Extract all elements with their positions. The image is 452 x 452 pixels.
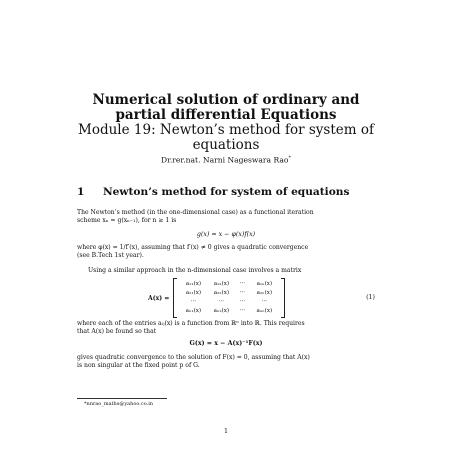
matrix-cell: a₁₁(x) — [185, 281, 202, 287]
paragraph-1-line-1: The Newton’s method (in the one-dimensional case) as a functional iteration — [77, 209, 314, 216]
paragraph-5-line-2: is non singular at the fixed point p of G. — [77, 362, 200, 370]
paper-title-line-2: partial differential Equations — [115, 107, 337, 123]
equation-g: g(x) = x − φ(x)f(x) — [196, 231, 256, 238]
paragraph-3: Using a similar approach in the n-dimensional case involves a matrix — [88, 267, 302, 274]
matrix-cell: ··· — [239, 299, 246, 305]
paragraph-5-line-1: gives quadratic convergence to the solution of F(x) = 0, assuming that A(x) — [77, 354, 310, 361]
matrix-equation — [148, 279, 285, 317]
matrix-cell: ··· — [239, 281, 246, 287]
page-number: 1 — [223, 428, 228, 435]
matrix-right-bracket — [281, 278, 285, 318]
matrix-cell: aₙₙ(x) — [256, 308, 273, 314]
matrix-cell: ··· — [218, 299, 225, 305]
matrix-cell: aₙ₂(x) — [213, 308, 230, 314]
footnote-email: *nnrao_maths@yahoo.co.in — [84, 401, 154, 407]
paragraph-1-line-2: scheme xₙ = g(xₙ₋₁), for n ≥ 1 is — [77, 217, 177, 225]
matrix-cell: a₂₁(x) — [185, 290, 202, 296]
matrix-cell: ··· — [261, 299, 268, 305]
section-title: Newton’s method for system of equations — [103, 186, 350, 198]
paragraph-4-line-1: where each of the entries aᵢⱼ(x) is a function from ℝⁿ into ℝ. This requires — [77, 320, 305, 327]
equation-G: G(x) = x − A(x)⁻¹F(x) — [189, 340, 263, 347]
paragraph-4 — [77, 320, 375, 337]
equation-number: (1) — [366, 294, 375, 301]
author-footnote-mark: * — [288, 155, 291, 161]
paragraph-1 — [77, 209, 375, 226]
matrix-lhs: A(x) = — [148, 294, 170, 302]
paper-subtitle-line-1: Module 19: Newton’s method for system of — [78, 122, 374, 138]
paragraph-2-line-1: where φ(x) = 1/f′(x), assuming that f′(x) ≠ 0 gives a quadratic convergence — [77, 244, 309, 251]
section-number: 1 — [77, 186, 85, 198]
paragraph-4-line-2: that A(x) be found so that — [77, 328, 157, 336]
matrix-cell: ··· — [239, 308, 246, 314]
paragraph-5 — [77, 354, 375, 371]
matrix-cell: a₁₂(x) — [213, 281, 230, 287]
paragraph-2-line-2: (see B.Tech 1st year). — [77, 252, 144, 260]
matrix-cell: a₁ₙ(x) — [256, 281, 273, 287]
paper-subtitle-line-2: equations — [192, 137, 260, 153]
section-heading — [77, 186, 349, 198]
matrix-cell: a₂ₙ(x) — [256, 290, 273, 296]
matrix-cell: a₂₂(x) — [213, 290, 230, 296]
matrix-cell: ··· — [190, 299, 197, 305]
paper-title-line-1: Numerical solution of ordinary and — [92, 92, 360, 108]
paragraph-2 — [77, 244, 375, 261]
footnote-rule — [77, 398, 167, 399]
matrix-grid — [177, 280, 281, 316]
author-line — [0, 155, 452, 165]
matrix-cell: aₙ₁(x) — [185, 308, 202, 314]
author-name: Dr.rer.nat. Narni Nageswara Rao — [161, 155, 289, 165]
matrix-cell: ··· — [239, 290, 246, 296]
